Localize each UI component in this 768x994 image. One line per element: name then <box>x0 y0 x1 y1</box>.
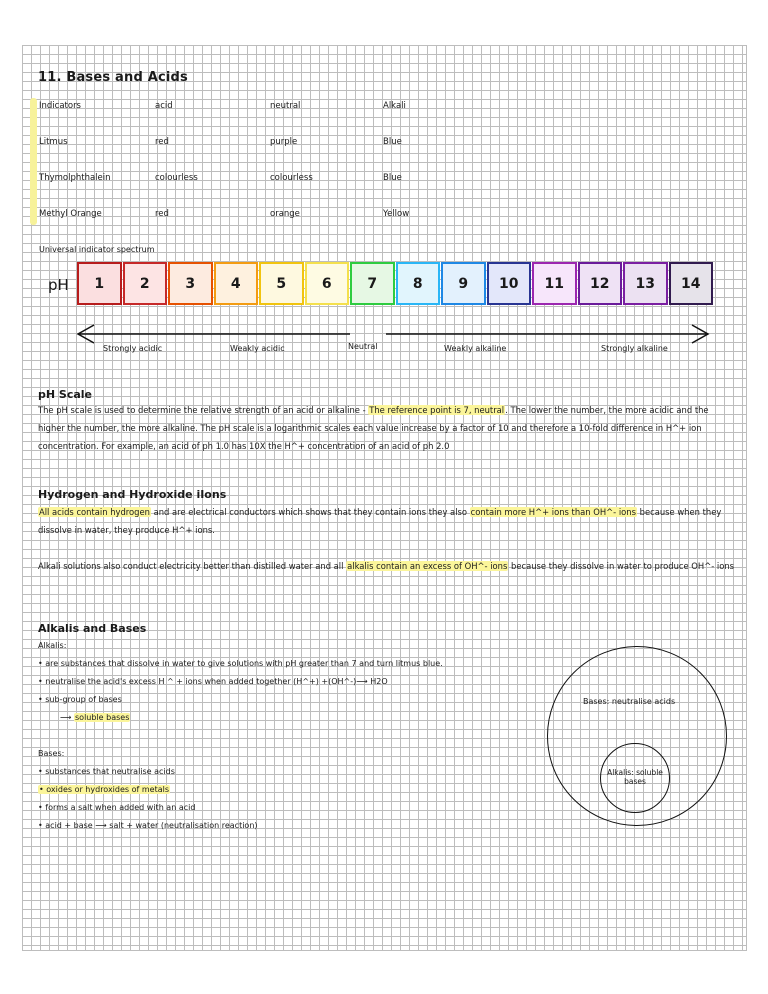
ph-box-4: 4 <box>214 262 259 305</box>
sub-list-item <box>60 713 130 722</box>
inner-circle-label <box>600 768 670 786</box>
label-line: Alkalis: soluble <box>607 768 663 777</box>
hydrogen-paragraph-1 <box>38 503 738 539</box>
scale-label-strongly-alkaline: Strongly alkaline <box>601 344 668 353</box>
ph-box-9: 9 <box>441 262 486 305</box>
cell: red <box>155 137 169 147</box>
ph-box-5: 5 <box>259 262 304 305</box>
page-title: 11. Bases and Acids <box>38 70 188 85</box>
scale-label-weakly-acidic: Weakly acidic <box>230 344 285 353</box>
ph-scale-paragraph <box>38 401 738 455</box>
list-item: • neutralise the acid's excess H ^ + ions when added together (H^+) +(OH^-)⟶ H2O <box>38 677 388 686</box>
alkalis-label: Alkalis: <box>38 641 67 650</box>
ph-box-6: 6 <box>305 262 350 305</box>
text: and are electrical conductors which shows that they contain ions they also <box>150 507 470 517</box>
ph-scale-heading: pH Scale <box>38 388 93 401</box>
ph-box-11: 11 <box>532 262 577 305</box>
ph-box-8: 8 <box>396 262 441 305</box>
highlight-bar <box>30 98 37 225</box>
cell: Yellow <box>383 209 410 219</box>
list-item: • acid + base ⟶ salt + water (neutralisation reaction) <box>38 821 258 830</box>
list-item: • are substances that dissolve in water to give solutions with pH greater than 7 and turn litmus blue. <box>38 659 443 668</box>
highlighted-text: • oxides or hydroxides of metals <box>39 785 170 794</box>
list-item <box>38 785 170 794</box>
highlighted-text: alkalis contain an excess of OH^- ions <box>347 561 508 571</box>
ph-box-1: 1 <box>77 262 122 305</box>
text: because they dissolve in water to produce OH^- ions <box>508 561 735 571</box>
cell: Litmus <box>39 137 68 147</box>
text: . The lower the number, the more acidic and the higher the number, the more alkaline. The pH scale is a logarithmic scales each value increase by a factor of 10 and therefore a 10-fold difference in H^+ ion concentration. For example, an acid of ph 1.0 has 10X the H^+ concentration of an acid of ph 2.0 <box>38 405 709 451</box>
scale-label-neutral: Neutral <box>348 342 378 351</box>
cell: colourless <box>270 173 313 183</box>
text: Alkali solutions also conduct electricity better than distilled water and all <box>38 561 347 571</box>
cell: colourless <box>155 173 198 183</box>
text: The pH scale is used to determine the relative strength of an acid or alkaline - <box>38 405 369 415</box>
hydrogen-paragraph-2 <box>38 557 738 575</box>
highlighted-text: contain more H^+ ions than OH^- ions <box>470 507 636 517</box>
list-item: • forms a salt when added with an acid <box>38 803 196 812</box>
outer-circle-label: Bases: neutralise acids <box>583 697 676 706</box>
spectrum-label: Universal indicator spectrum <box>39 245 155 254</box>
highlighted-text: All acids contain hydrogen <box>39 507 150 517</box>
label-line: bases <box>624 777 646 786</box>
cell: purple <box>270 137 298 147</box>
scale-label-strongly-acidic: Strongly acidic <box>103 344 163 353</box>
alkalis-bases-heading: Alkalis and Bases <box>38 622 147 635</box>
header-neutral: neutral <box>270 101 301 111</box>
ph-box-3: 3 <box>168 262 213 305</box>
header-indicators: Indicators <box>39 101 81 111</box>
highlighted-text: soluble bases <box>75 713 130 722</box>
highlighted-text: The reference point is 7, neutral <box>369 405 505 415</box>
ph-box-2: 2 <box>123 262 168 305</box>
scale-label-weakly-alkaline: Weakly alkaline <box>444 344 507 353</box>
list-item: • sub-group of bases <box>38 695 122 704</box>
list-item: • substances that neutralise acids <box>38 767 175 776</box>
double-arrow-icon <box>76 322 712 346</box>
bases-label: Bases: <box>38 749 65 758</box>
cell: Methyl Orange <box>39 209 102 219</box>
cell: red <box>155 209 169 219</box>
header-acid: acid <box>155 101 173 111</box>
ph-box-10: 10 <box>487 262 532 305</box>
text: because when they dissolve in water, they produce H^+ ions. <box>38 507 722 535</box>
cell: Thymolphthalein <box>39 173 111 183</box>
ph-box-7: 7 <box>350 262 395 305</box>
ph-box-14: 14 <box>669 262 714 305</box>
cell: Blue <box>383 137 402 147</box>
ph-box-12: 12 <box>578 262 623 305</box>
header-alkali: Alkali <box>383 101 406 111</box>
cell: orange <box>270 209 300 219</box>
ph-box-13: 13 <box>623 262 668 305</box>
cell: Blue <box>383 173 402 183</box>
hydrogen-heading: Hydrogen and Hydroxide iIons <box>38 488 227 501</box>
arrow-right-icon: ⟶ <box>60 713 72 722</box>
ph-axis-label: pH <box>48 276 69 294</box>
